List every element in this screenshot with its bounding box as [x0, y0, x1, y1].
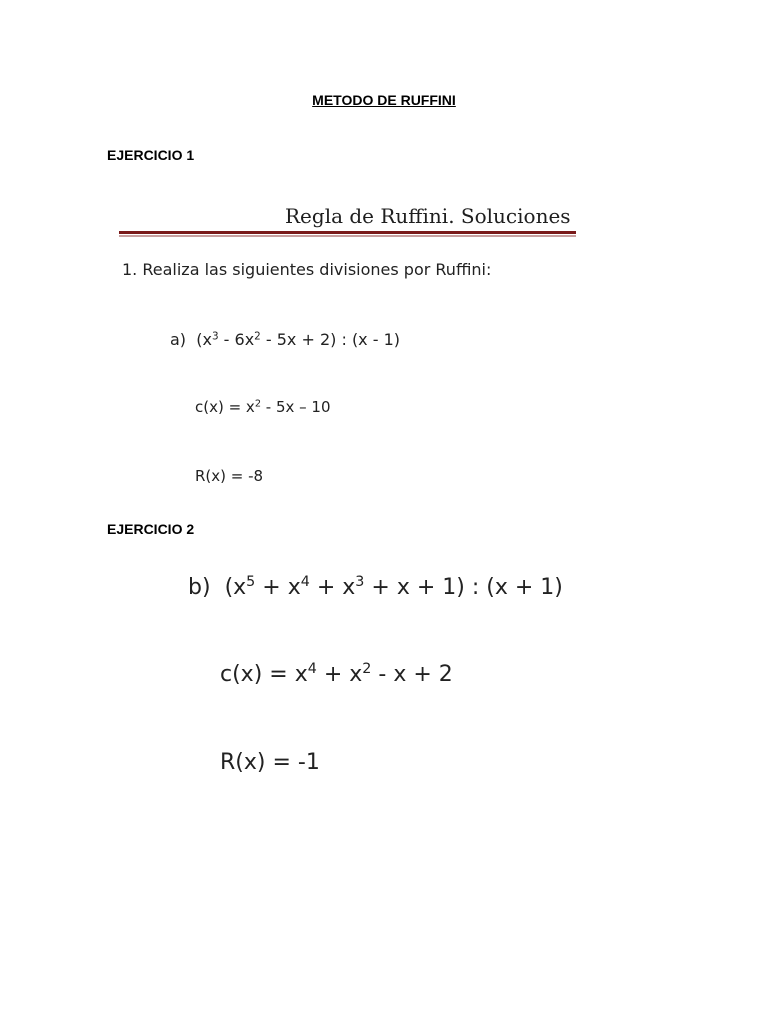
- problem-b-exponent: 3: [355, 574, 365, 591]
- problem-a-label: a): [170, 330, 187, 349]
- solutions-title: Regla de Ruffini. Soluciones: [285, 204, 571, 228]
- exercise-2-heading: EJERCICIO 2: [107, 521, 195, 537]
- exercise-2-image: [150, 560, 600, 790]
- instruction-text: 1. Realiza las siguientes divisiones por Ruffini:: [122, 260, 492, 279]
- quotient-a-term: c(x) = x: [195, 398, 255, 416]
- title-rule-dark: [119, 231, 576, 234]
- quotient-b-term: - x + 2: [371, 662, 453, 687]
- problem-b-term: (x: [224, 575, 247, 600]
- quotient-b-term: c(x) =: [220, 662, 295, 687]
- problem-b-exponent: 5: [246, 574, 256, 591]
- problem-a: [170, 330, 400, 349]
- problem-b-exponent: 4: [300, 574, 310, 591]
- document-title: METODO DE RUFFINI: [312, 92, 456, 108]
- problem-b-term: + x + 1) : (x + 1): [364, 575, 563, 600]
- problem-a-term: - 5x + 2) : (x - 1): [260, 330, 401, 349]
- remainder-a: R(x) = -8: [195, 467, 264, 485]
- quotient-a: [195, 398, 331, 416]
- problem-a-term: (x: [196, 330, 212, 349]
- quotient-b-exponent: 4: [307, 661, 317, 678]
- quotient-a-exponent: 2: [254, 398, 262, 410]
- problem-b-label: b): [188, 575, 211, 600]
- problem-a-exponent: 2: [254, 330, 261, 343]
- quotient-b-term: x: [294, 662, 308, 687]
- problem-b: [188, 575, 563, 600]
- quotient-b-exponent: 2: [362, 661, 372, 678]
- exercise-1-image: [100, 195, 600, 495]
- remainder-b: R(x) = -1: [220, 750, 320, 775]
- title-rule-light: [119, 235, 576, 237]
- exercise-1-heading: EJERCICIO 1: [107, 147, 195, 163]
- problem-a-term: - 6x: [218, 330, 255, 349]
- quotient-b: [220, 662, 453, 687]
- problem-b-term: + x: [309, 575, 356, 600]
- quotient-b-term: + x: [316, 662, 363, 687]
- problem-b-term: + x: [255, 575, 301, 600]
- problem-a-exponent: 3: [211, 330, 219, 343]
- quotient-a-term: - 5x – 10: [261, 398, 331, 416]
